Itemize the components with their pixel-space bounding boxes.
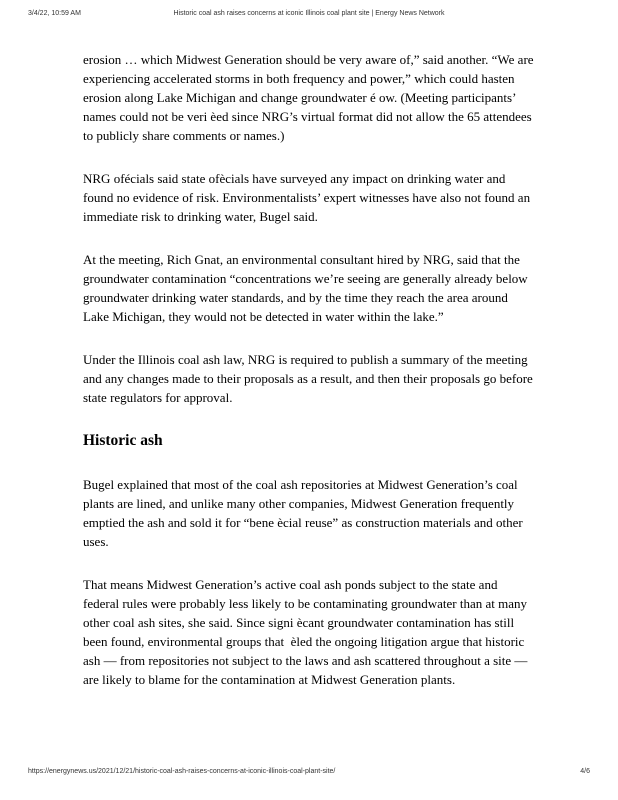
print-datetime: 3/4/22, 10:59 AM	[28, 10, 81, 17]
paragraph: NRG ofécials said state ofècials have surveyed any impact on drinking water and found no evidence of risk. Environmentalists’ expert witnesses have also not found an immediate risk to drinking water, Bugel said.	[83, 171, 534, 224]
print-footer	[28, 768, 590, 780]
paragraph: Under the Illinois coal ash law, NRG is required to publish a summary of the meeting and any changes made to their proposals as a result, and then their proposals go before state regulators for approval.	[83, 352, 537, 405]
print-title: Historic coal ash raises concerns at iconic Illinois coal plant site | Energy News Network	[173, 10, 445, 17]
article-body	[83, 50, 536, 713]
print-header	[28, 10, 590, 22]
print-url: https://energynews.us/2021/12/21/historic-coal-ash-raises-concerns-at-iconic-illinois-coal-plant-site/	[28, 768, 336, 775]
paragraph: erosion … which Midwest Generation should be very aware of,” said another. “We are experiencing accelerated storms in both frequency and power,” which could hasten erosion along Lake Michigan and change groundwater é ow. (Meeting participants’ names could not be veri èed since NRG’s virtual format did not allow the 65 attendees to publicly share comments or names.)	[83, 52, 537, 143]
section-heading: Historic ash	[83, 432, 163, 449]
paragraph: That means Midwest Generation’s active coal ash ponds subject to the state and federal rules were probably less likely to be contaminating groundwater than at many other coal ash sites, she said. Since signi ècant groundwater contamination has still been found, environmental groups that èled the ongoing litigation argue that historic ash — from repositories not subject to the laws and ash scattered throughout a site — are likely to blame for the contamination at Midwest Generation plants.	[83, 577, 531, 687]
print-page-number: 4/6	[580, 768, 590, 775]
paragraph: Bugel explained that most of the coal ash repositories at Midwest Generation’s coal plants are lined, and unlike many other companies, Midwest Generation frequently emptied the ash and sold it for “bene ècial reuse” as construction materials and other uses.	[83, 477, 526, 549]
paragraph: At the meeting, Rich Gnat, an environmental consultant hired by NRG, said that the groundwater contamination “concentrations we’re seeing are generally already below groundwater drinking water standards, and by the time they reach the area around Lake Michigan, they would not be detected in water within the lake.”	[83, 252, 531, 324]
